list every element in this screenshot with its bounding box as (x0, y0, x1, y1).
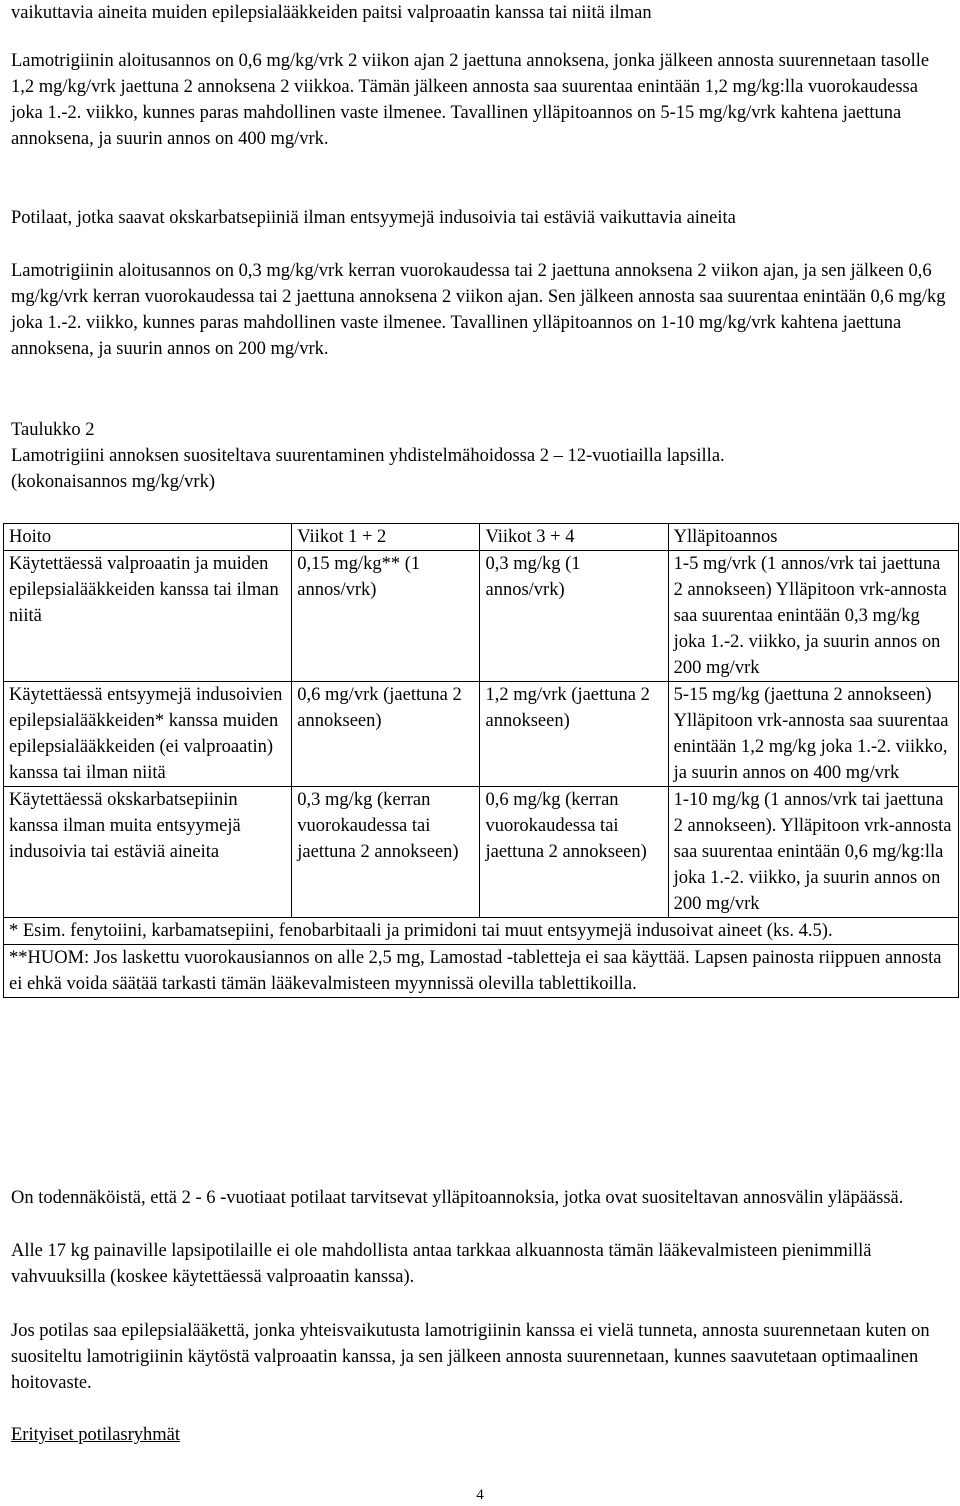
table-caption (11, 417, 951, 495)
table-cell: Käytettäessä valproaatin ja muiden epilepsialääkkeiden kanssa tai ilman niitä (4, 551, 292, 682)
table-header-row (4, 524, 959, 551)
table-number: Taulukko 2 (11, 420, 95, 440)
paragraph-age-note (11, 1185, 951, 1211)
table-cell: 5-15 mg/kg (jaettuna 2 annokseen) Ylläpitoon vrk-annosta saa suurentaa enintään 1,2 mg/kg joka 1.-2. viikko, ja suurin annos on 400 mg/vrk (668, 682, 958, 787)
header-maintenance: Ylläpitoannos (668, 524, 958, 551)
table-cell: 0,3 mg/kg (kerran vuorokaudessa tai jaettuna 2 annokseen) (292, 787, 480, 918)
table-cell: 1,2 mg/vrk (jaettuna 2 annokseen) (480, 682, 668, 787)
section-heading-oxcarbazepine: Potilaat, jotka saavat okskarbatsepiiniä ilman entsyymejä indusoivia tai estäviä vaikuttavia aineita (11, 208, 736, 228)
table-cell: 1-10 mg/kg (1 annos/vrk tai jaettuna 2 annokseen). Ylläpitoon vrk-annosta saa suurentaa enintään 0,6 mg/kg:lla joka 1.-2. viikko, ja suurin annos on 200 mg/vrk (668, 787, 958, 918)
table-title: Lamotrigiini annoksen suositeltava suurentaminen yhdistelmähoidossa 2 – 12-vuotiailla lapsilla. (11, 446, 725, 466)
header-weeks-1-2: Viikot 1 + 2 (292, 524, 480, 551)
paragraph-valproate-free-dosing: Lamotrigiinin aloitusannos on 0,6 mg/kg/vrk 2 viikon ajan 2 jaettuna annoksena, jonka jälkeen annosta suurennetaan tasolle 1,2 mg/kg/vrk jaettuna 2 annoksena 2 viikkoa. Tämän jälkeen annosta saa suurentaa enintään 1,2 mg/kg:lla vuorokaudessa joka 1.-2. viikko, kunnes paras mahdollinen vaste ilmenee. Tavallinen ylläpitoannos on 5-15 mg/kg/vrk kahtena jaettuna annoksena, ja suurin annos on 400 mg/vrk. (11, 51, 930, 149)
weight-17kg-note: Alle 17 kg painaville lapsipotilaille ei ole mahdollista antaa tarkkaa alkuannosta tämän lääkevalmisteen pienimmillä vahvuuksilla (koskee käytettäessä valproaatin kanssa). (11, 1241, 872, 1287)
unknown-interaction-text: Jos potilas saa epilepsialääkettä, jonka yhteisvaikutusta lamotrigiinin kanssa ei vielä tunneta, annosta suurennetaan kuten on suositeltu lamotrigiinin käytöstä valproaatin kanssa, ja sen jälkeen annosta suurennetaan, kunnes saavutetaan optimaalinen hoitovaste. (11, 1321, 930, 1393)
age-2-6-note: On todennäköistä, että 2 - 6 -vuotiaat potilaat tarvitsevat ylläpitoannoksia, jotka ovat suositeltavan annosvälin yläpäässä. (11, 1188, 904, 1208)
table-row (4, 551, 959, 682)
paragraph-weight-note (11, 1238, 951, 1290)
table-cell: 1-5 mg/vrk (1 annos/vrk tai jaettuna 2 annokseen) Ylläpitoon vrk-annosta saa suurentaa enintään 0,3 mg/kg joka 1.-2. viikko, ja suurin annos on 200 mg/vrk (668, 551, 958, 682)
table-row (4, 787, 959, 918)
special-populations-link[interactable]: Erityiset potilasryhmät (11, 1425, 181, 1445)
paragraph-oxcarbazepine-dosing: Lamotrigiinin aloitusannos on 0,3 mg/kg/vrk kerran vuorokaudessa tai 2 jaettuna annoksena 2 viikon ajan, ja sen jälkeen 0,6 mg/kg/vrk kerran vuorokaudessa tai 2 jaettuna annoksena 2 viikon ajan. Sen jälkeen annosta saa suurentaa enintään 0,6 mg/kg joka 1.-2. viikko, kunnes paras mahdollinen vaste ilmenee. Tavallinen ylläpitoannos on 1-10 mg/kg/vrk kahtena jaettuna annoksena, ja suurin annos on 200 mg/vrk. (11, 261, 946, 359)
table-unit-note: (kokonaisannos mg/kg/vrk) (11, 472, 215, 492)
paragraph-unknown-interaction (11, 1318, 951, 1396)
table-cell: 0,3 mg/kg (1 annos/vrk) (480, 551, 668, 682)
table-footnote-enzyme-inducers: * Esim. fenytoiini, karbamatsepiini, fenobarbitaali ja primidoni tai muut entsyymejä indusoivat aineet (ks. 4.5). (4, 918, 959, 945)
table-footnote-warning: **HUOM: Jos laskettu vuorokausiannos on alle 2,5 mg, Lamostad -tabletteja ei saa käyttää. Lapsen painosta riippuen annosta ei ehkä voida säätää tarkasti tämän lääkevalmisteen myynnissä olevilla tablettikoilla. (4, 945, 959, 998)
table-cell: Käytettäessä entsyymejä indusoivien epilepsialääkkeiden* kanssa muiden epilepsialääkkeiden (ei valproaatin) kanssa tai ilman niitä (4, 682, 292, 787)
header-treatment: Hoito (4, 524, 292, 551)
table-cell: 0,6 mg/vrk (jaettuna 2 annokseen) (292, 682, 480, 787)
table-footnote-row (4, 945, 959, 998)
table-footnote-row (4, 918, 959, 945)
top-line-text: vaikuttavia aineita muiden epilepsialääkkeiden paitsi valproaatin kanssa tai niitä ilman (11, 3, 652, 23)
header-weeks-3-4: Viikot 3 + 4 (480, 524, 668, 551)
page-number: 4 (476, 1487, 484, 1503)
table-cell: 0,6 mg/kg (kerran vuorokaudessa tai jaettuna 2 annokseen) (480, 787, 668, 918)
dosing-table (3, 523, 959, 998)
table-cell: 0,15 mg/kg** (1 annos/vrk) (292, 551, 480, 682)
table-row (4, 682, 959, 787)
table-cell: Käytettäessä okskarbatsepiinin kanssa ilman muita entsyymejä indusoivia tai estäviä aineita (4, 787, 292, 918)
